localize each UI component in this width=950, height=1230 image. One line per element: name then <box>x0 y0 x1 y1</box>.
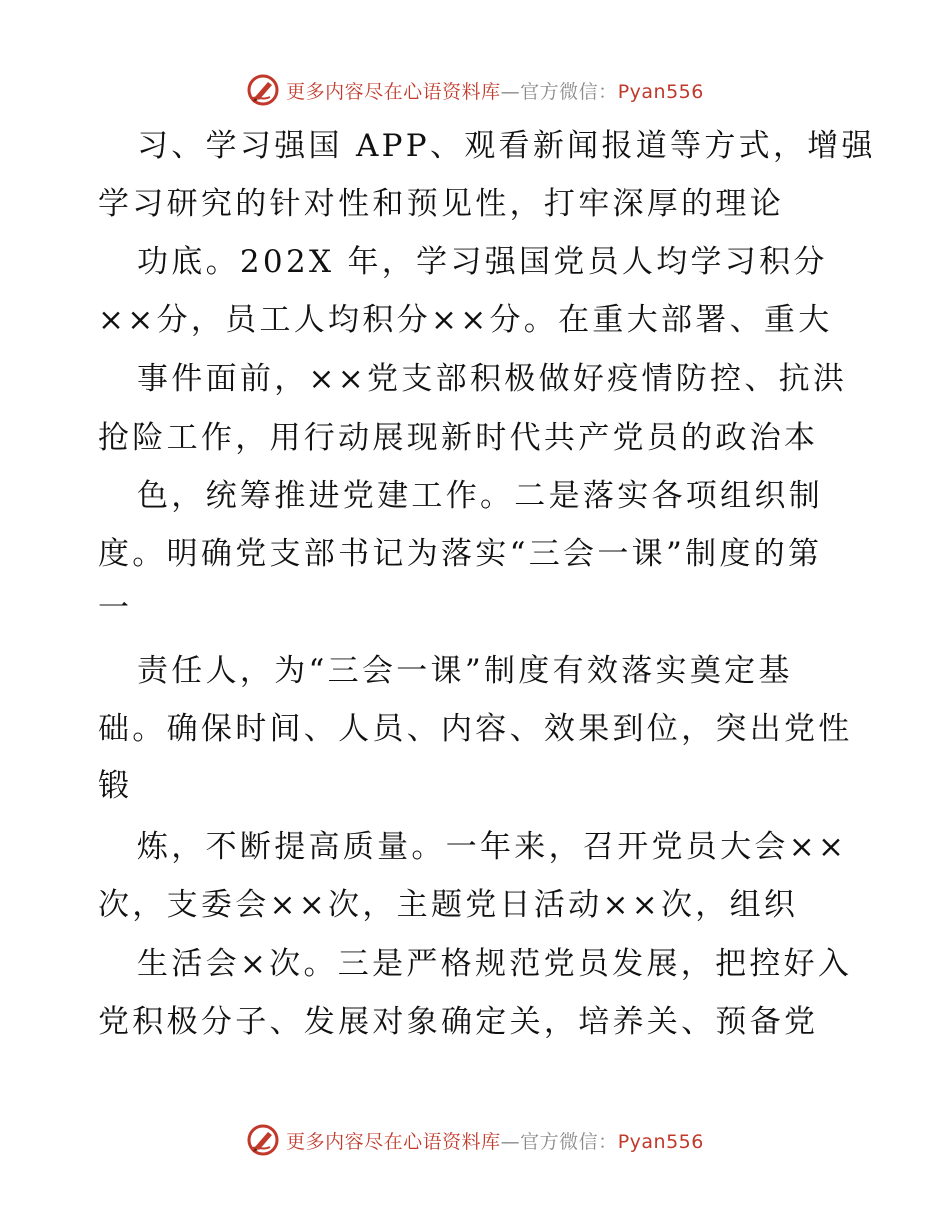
pen-logo-icon <box>246 1123 280 1157</box>
text-line-10: 责任人，为“三会一课”制度有效落实奠定基 <box>137 653 793 689</box>
text-line-7: 色，统筹推进党建工作。二是落实各项组织制 <box>137 478 823 514</box>
text-line-1: 习、学习强国 APP、观看新闻报道等方式，增强 <box>137 128 876 164</box>
banner-dash: — <box>500 1130 521 1153</box>
text-line-2: 学习研究的针对性和预见性，打牢深厚的理论 <box>98 186 784 222</box>
banner-wechat-id: Pyan556 <box>617 80 704 103</box>
banner-dash: — <box>500 80 521 103</box>
text-line-4: ××分，员工人均积分××分。在重大部署、重大 <box>98 302 833 338</box>
banner-official-label: 官方微信： <box>520 80 618 103</box>
banner-text <box>286 1127 704 1154</box>
text-line-13: 炼，不断提高质量。一年来，召开党员大会×× <box>137 829 848 865</box>
text-line-9: 一 <box>98 590 133 626</box>
footer-banner <box>0 1120 950 1160</box>
banner-wechat-id: Pyan556 <box>617 1130 704 1153</box>
text-line-15: 生活会×次。三是严格规范党员发展，把控好入 <box>137 946 853 982</box>
banner-site-text: 更多内容尽在心语资料库 <box>286 80 501 103</box>
text-line-12: 锻 <box>98 768 133 804</box>
text-line-6: 抢险工作，用行动展现新时代共产党员的政治本 <box>98 420 819 456</box>
text-line-8: 度。明确党支部书记为落实“三会一课”制度的第 <box>98 536 823 572</box>
text-line-3: 功底。202X 年，学习强国党员人均学习积分 <box>137 244 828 280</box>
text-line-11: 础。确保时间、人员、内容、效果到位，突出党性 <box>98 711 853 747</box>
text-line-16: 党积极分子、发展对象确定关，培养关、预备党 <box>98 1004 819 1040</box>
banner-site-text: 更多内容尽在心语资料库 <box>286 1130 501 1153</box>
text-line-5: 事件面前，××党支部积极做好疫情防控、抗洪 <box>137 361 848 397</box>
text-line-14: 次，支委会××次，主题党日活动××次，组织 <box>98 887 799 923</box>
banner-official-label: 官方微信： <box>520 1130 618 1153</box>
